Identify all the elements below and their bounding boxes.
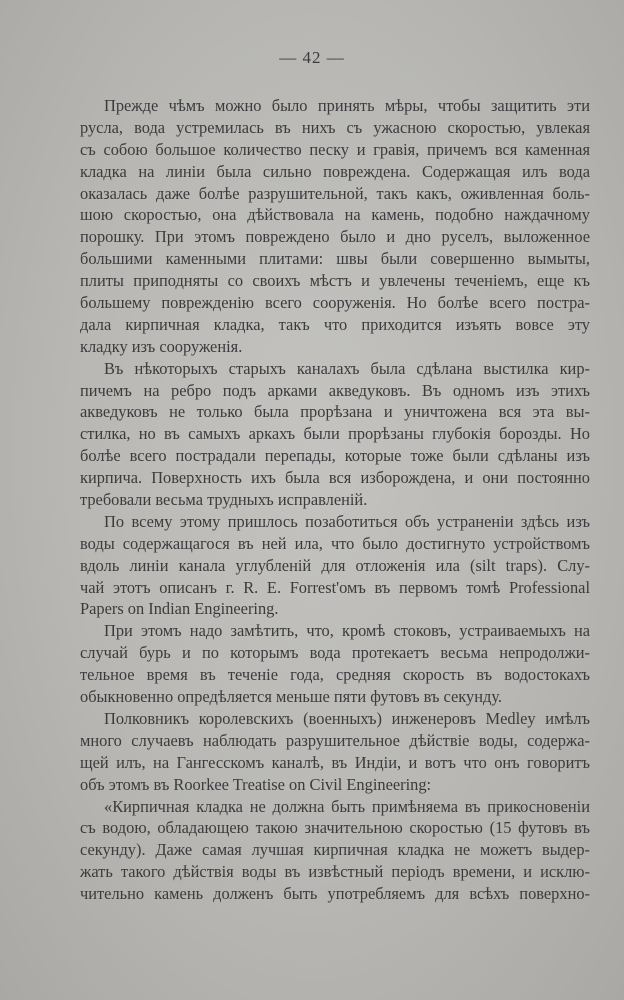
text-line: объ этомъ въ Roorkee Treatise on Civil Engineering: [80, 774, 432, 794]
paragraph [80, 95, 590, 358]
text-line: случай бурь и по которымъ вода протекаетъ весьма непродолжи- [80, 643, 590, 663]
text-line: секунду). Даже самая лучшая кирпичная кладка не можетъ выдер- [80, 840, 590, 860]
paragraph [80, 620, 590, 708]
body-text [80, 95, 590, 905]
text-line: порошку. При этомъ повреждено было и дно руселъ, выложенное [80, 227, 590, 247]
text-line: акведуковъ не только была прорѣзана и уничтожена вся эта вы- [80, 402, 590, 422]
text-line: обыкновенно опредѣляется меньше пяти футовъ въ секунду. [80, 687, 502, 707]
text-line: кирпича. Поверхность ихъ была вся изборождена, и они постоянно [80, 468, 590, 488]
text-line: большими каменными плитами: швы были совершенно вымыты, [80, 249, 590, 269]
text-line: щей илъ, на Гангесскомъ каналѣ, въ Индіи, и вотъ что онъ говоритъ [80, 752, 590, 772]
text-line: дала кирпичная кладка, такъ что приходится изъять вовсе эту [80, 314, 590, 334]
text-line: кладка на линіи была сильно повреждена. Содержащая илъ вода [80, 161, 590, 181]
text-line: шою скоростью, она дѣйствовала на камень, подобно наждачному [80, 205, 590, 225]
text-line: болѣе всего пострадали перепады, которые тоже были сдѣланы изъ [80, 446, 590, 466]
paragraph [80, 708, 590, 796]
text-line: чай этотъ описанъ г. R. E. Forrest'омъ въ первомъ томѣ Professional [80, 577, 590, 597]
text-line: требовали весьма трудныхъ исправленій. [80, 490, 368, 510]
paragraph [80, 358, 590, 511]
text-line: съ собою большое количество песку и гравія, причемъ вся каменная [80, 139, 590, 159]
text-line: Въ нѣкоторыхъ старыхъ каналахъ была сдѣлана выстилка кир- [104, 358, 590, 378]
paragraph [80, 796, 590, 905]
text-line: По всему этому пришлось позаботиться объ устраненіи здѣсь изъ [104, 511, 590, 531]
text-line: съ водою, обладающею такою значительною скоростью (15 футовъ въ [80, 818, 590, 838]
text-line: большему поврежденію всего сооруженія. Но болѣе всего постра- [80, 293, 590, 313]
text-line: жать такого дѣйствія воды въ извѣстный періодъ времени, и исклю- [80, 862, 590, 882]
text-line: воды содержащагося въ ней ила, что было достигнуто устройствомъ [80, 533, 590, 553]
text-line: При этомъ надо замѣтить, что, кромѣ стоковъ, устраиваемыхъ на [104, 621, 590, 641]
text-line: чительно камень долженъ быть употребляемъ для всѣхъ поверхно- [80, 884, 590, 904]
text-line: стилка, но въ самыхъ аркахъ были прорѣзаны глубокія борозды. Но [80, 424, 590, 444]
text-line: тельное время въ теченіе года, средняя скорость въ водостокахъ [80, 665, 590, 685]
text-line: много случаевъ наблюдать разрушительное дѣйствіе воды, содержа- [80, 730, 590, 750]
text-line: Полковникъ королевскихъ (военныхъ) инженеровъ Medley имѣлъ [104, 708, 590, 728]
text-line: русла, вода устремилась въ нихъ съ ужасною скоростью, увлекая [80, 117, 590, 137]
text-line: оказалась даже болѣе разрушительной, такъ какъ, оживленная боль- [80, 183, 590, 203]
text-line: пичемъ на ребро подъ арками акведуковъ. Въ одномъ изъ этихъ [80, 380, 590, 400]
text-line: плиты приподняты со своихъ мѣстъ и увлечены теченіемъ, еще къ [80, 271, 590, 291]
text-line: «Кирпичная кладка не должна быть примѣняема въ прикосновеніи [104, 796, 590, 816]
text-line: Papers on Indian Engineering. [80, 599, 279, 619]
text-line: вдоль линіи канала углубленій для отложенія ила (silt traps). Слу- [80, 555, 590, 575]
text-line: кладку изъ сооруженія. [80, 336, 243, 356]
paragraph [80, 511, 590, 620]
text-line: Прежде чѣмъ можно было принять мѣры, чтобы защитить эти [104, 96, 590, 115]
page-number: — 42 — [279, 48, 345, 67]
